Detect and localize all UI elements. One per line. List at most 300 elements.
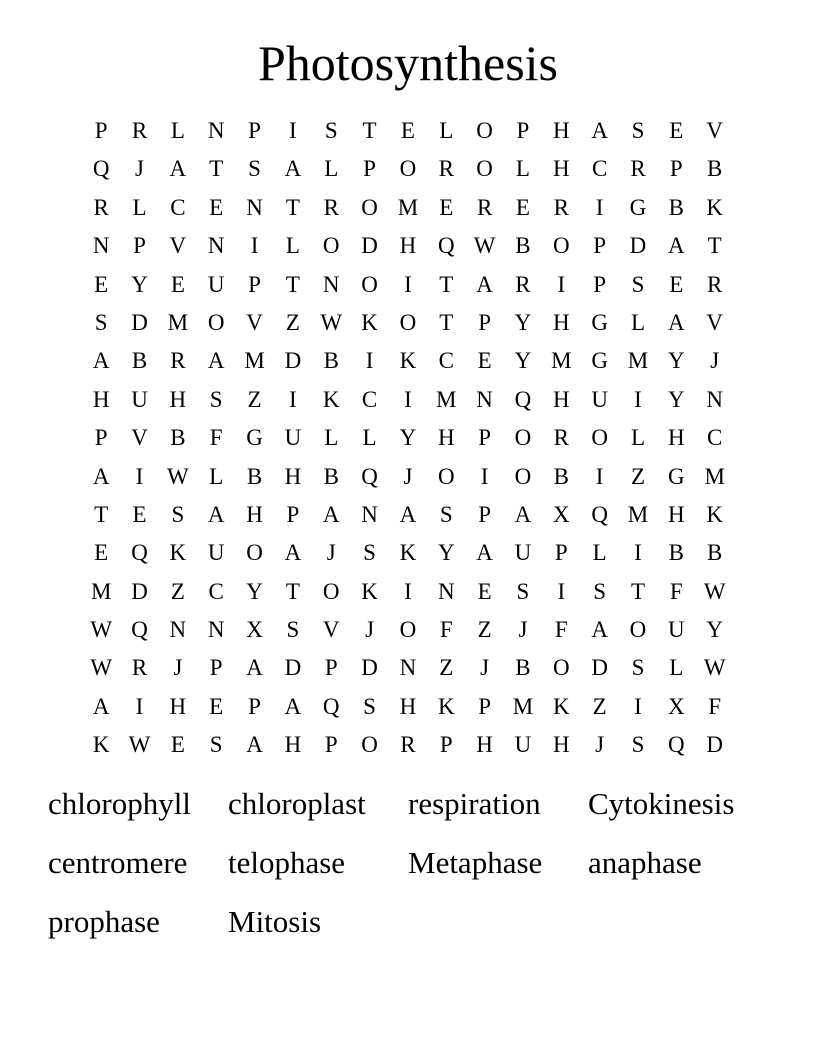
grid-letter: P xyxy=(593,233,607,259)
grid-letter: P xyxy=(593,271,607,297)
grid-letter: E xyxy=(209,194,224,220)
grid-letter: Y xyxy=(131,271,148,297)
grid-letter: B xyxy=(707,156,723,182)
grid-letter: L xyxy=(285,233,300,259)
grid-letter: I xyxy=(365,348,374,374)
grid-letter: K xyxy=(552,693,570,719)
grid-letter: T xyxy=(439,309,454,335)
grid-letter: T xyxy=(707,233,722,259)
grid-letter: H xyxy=(552,118,570,143)
grid-letter: O xyxy=(476,156,493,182)
grid-row xyxy=(82,189,734,227)
grid-letter: N xyxy=(207,617,225,643)
grid-letter: O xyxy=(322,578,340,604)
grid-letter: H xyxy=(668,501,685,527)
grid-letter: P xyxy=(94,118,108,143)
grid-letter: I xyxy=(557,271,566,297)
grid-letter: Q xyxy=(92,156,110,182)
grid-row xyxy=(82,419,734,457)
grid-letter: M xyxy=(627,501,649,527)
grid-letter: D xyxy=(361,233,378,259)
grid-letter: O xyxy=(514,463,532,489)
grid-letter: B xyxy=(515,233,531,259)
grid-letter: E xyxy=(170,271,185,297)
grid-letter: K xyxy=(169,540,187,566)
grid-letter: O xyxy=(322,233,340,259)
grid-letter: J xyxy=(480,655,490,681)
grid-letter: I xyxy=(480,463,489,489)
grid-letter: I xyxy=(404,386,412,412)
grid-letter: O xyxy=(591,425,608,451)
grid-letter: W xyxy=(90,617,113,643)
grid-letter: H xyxy=(169,386,187,412)
grid-letter: A xyxy=(476,271,493,297)
grid-letter: E xyxy=(669,271,684,297)
grid-letter: V xyxy=(169,233,187,259)
grid-letter: G xyxy=(591,309,608,335)
grid-letter: A xyxy=(207,348,225,374)
grid-letter: P xyxy=(133,233,146,259)
grid-letter: T xyxy=(285,194,300,220)
grid-letter: L xyxy=(132,194,147,220)
grid-row xyxy=(82,150,734,188)
grid-letter: G xyxy=(246,425,263,451)
grid-letter: H xyxy=(552,156,570,182)
grid-letter: M xyxy=(704,463,725,489)
grid-letter: Q xyxy=(131,617,148,643)
word-list-item: anaphase xyxy=(588,845,702,880)
grid-letter: S xyxy=(631,118,645,143)
grid-letter: A xyxy=(514,501,532,527)
grid-letter: K xyxy=(361,309,378,335)
grid-letter: P xyxy=(439,732,453,758)
grid-letter: A xyxy=(284,540,302,566)
grid-letter: F xyxy=(554,617,568,643)
grid-letter: H xyxy=(284,463,302,489)
grid-letter: W xyxy=(90,655,113,681)
grid-letter: M xyxy=(512,693,534,719)
grid-letter: Z xyxy=(170,578,185,604)
grid-row xyxy=(82,688,734,726)
grid-letter: M xyxy=(551,348,572,374)
grid-letter: H xyxy=(552,732,570,758)
grid-letter: H xyxy=(399,693,417,719)
grid-letter: Y xyxy=(668,348,685,374)
grid-letter: B xyxy=(515,655,531,681)
grid-letter: N xyxy=(476,386,493,412)
grid-letter: A xyxy=(246,732,263,758)
grid-letter: T xyxy=(94,501,109,527)
grid-row xyxy=(82,112,734,150)
grid-letter: B xyxy=(323,348,339,374)
word-list-row xyxy=(48,780,788,839)
grid-letter: M xyxy=(436,386,457,412)
grid-letter: I xyxy=(289,386,297,412)
grid-letter: W xyxy=(703,578,726,604)
grid-letter: L xyxy=(209,463,224,489)
grid-letter: B xyxy=(323,463,339,489)
grid-letter: F xyxy=(708,693,722,719)
grid-letter: A xyxy=(92,348,110,374)
grid-letter: F xyxy=(209,425,223,451)
grid-letter: A xyxy=(668,233,685,259)
grid-letter: R xyxy=(553,194,569,220)
grid-letter: A xyxy=(668,309,685,335)
grid-letter: Q xyxy=(514,386,532,412)
grid-letter: R xyxy=(170,348,186,374)
grid-letter: D xyxy=(284,655,302,681)
grid-letter: S xyxy=(248,156,261,182)
grid-letter: R xyxy=(553,425,569,451)
grid-letter: O xyxy=(476,118,493,143)
grid-letter: T xyxy=(209,156,224,182)
grid-row xyxy=(82,458,734,496)
word-list-item: chloroplast xyxy=(228,786,366,821)
grid-letter: N xyxy=(207,118,225,143)
grid-letter: U xyxy=(514,540,532,566)
grid-letter: L xyxy=(362,425,377,451)
grid-letter: P xyxy=(286,501,300,527)
grid-letter: D xyxy=(361,655,378,681)
grid-letter: M xyxy=(90,578,112,604)
grid-letter: E xyxy=(400,118,415,143)
grid-letter: B xyxy=(553,463,569,489)
grid-letter: N xyxy=(361,501,378,527)
grid-row xyxy=(82,266,734,304)
grid-letter: H xyxy=(246,501,263,527)
grid-letter: T xyxy=(439,271,454,297)
grid-row xyxy=(82,534,734,572)
grid-letter: A xyxy=(169,156,187,182)
grid-letter: V xyxy=(246,309,263,335)
grid-letter: W xyxy=(473,233,496,259)
grid-letter: V xyxy=(706,118,723,143)
grid-letter: U xyxy=(207,271,225,297)
grid-letter: A xyxy=(476,540,493,566)
grid-letter: Q xyxy=(131,540,148,566)
grid-letter: A xyxy=(591,118,608,143)
grid-letter: P xyxy=(669,156,683,182)
grid-letter: M xyxy=(244,348,265,374)
grid-letter: R xyxy=(131,655,148,681)
grid-letter: H xyxy=(552,386,570,412)
grid-letter: N xyxy=(437,578,455,604)
grid-letter: J xyxy=(518,617,528,643)
grid-letter: P xyxy=(209,655,223,681)
grid-letter: K xyxy=(361,578,378,604)
grid-letter: Q xyxy=(668,732,685,758)
grid-letter: P xyxy=(478,693,491,719)
grid-letter: Q xyxy=(437,233,455,259)
grid-letter: G xyxy=(629,194,647,220)
grid-letter: E xyxy=(439,194,454,220)
grid-letter: S xyxy=(363,540,376,566)
grid-letter: O xyxy=(629,617,647,643)
grid-letter: E xyxy=(94,271,109,297)
grid-letter: O xyxy=(399,156,417,182)
grid-letter: J xyxy=(173,655,183,681)
grid-letter: J xyxy=(326,540,336,566)
grid-letter: H xyxy=(437,425,455,451)
grid-letter: R xyxy=(438,156,454,182)
grid-letter: W xyxy=(703,655,726,681)
grid-letter: F xyxy=(669,578,683,604)
grid-letter: O xyxy=(552,655,570,681)
grid-letter: E xyxy=(477,348,492,374)
grid-letter: I xyxy=(135,693,144,719)
grid-letter: U xyxy=(514,732,532,758)
grid-letter: P xyxy=(248,693,261,719)
word-list-item: Cytokinesis xyxy=(588,786,735,821)
grid-letter: C xyxy=(208,578,224,604)
grid-letter: I xyxy=(135,463,144,489)
grid-letter: Y xyxy=(514,348,532,374)
grid-letter: I xyxy=(634,693,642,719)
grid-letter: O xyxy=(361,271,378,297)
grid-letter: E xyxy=(515,194,530,220)
grid-row xyxy=(82,227,734,265)
grid-letter: Y xyxy=(514,309,532,335)
grid-letter: S xyxy=(286,617,300,643)
grid-letter: P xyxy=(478,425,491,451)
grid-row xyxy=(82,342,734,380)
grid-letter: W xyxy=(128,732,151,758)
grid-letter: P xyxy=(363,156,376,182)
grid-letter: A xyxy=(207,501,225,527)
grid-letter: B xyxy=(170,425,186,451)
grid-letter: B xyxy=(246,463,263,489)
grid-letter: R xyxy=(476,194,493,220)
grid-letter: C xyxy=(170,194,186,220)
grid-letter: M xyxy=(167,309,189,335)
grid-letter: I xyxy=(404,578,412,604)
grid-letter: N xyxy=(92,233,110,259)
grid-letter: Y xyxy=(246,578,263,604)
grid-letter: C xyxy=(707,425,723,451)
grid-letter: S xyxy=(631,732,645,758)
grid-letter: P xyxy=(248,118,261,143)
grid-letter: R xyxy=(515,271,531,297)
grid-letter: M xyxy=(627,348,649,374)
grid-letter: I xyxy=(289,118,297,143)
grid-letter: I xyxy=(634,386,642,412)
grid-letter: Z xyxy=(285,309,300,335)
grid-letter: R xyxy=(630,156,646,182)
grid-letter: S xyxy=(516,578,530,604)
grid-letter: P xyxy=(248,271,261,297)
grid-letter: H xyxy=(92,386,110,412)
grid-letter: Q xyxy=(322,693,340,719)
grid-letter: J xyxy=(403,463,413,489)
grid-letter: H xyxy=(169,693,187,719)
grid-letter: T xyxy=(362,118,377,143)
word-list-item: prophase xyxy=(48,904,160,939)
grid-letter: U xyxy=(591,386,608,412)
grid-letter: E xyxy=(94,540,109,566)
grid-letter: K xyxy=(706,194,723,220)
grid-letter: B xyxy=(131,348,148,374)
word-list-item: Mitosis xyxy=(228,904,322,939)
grid-letter: O xyxy=(437,463,455,489)
grid-letter: L xyxy=(630,309,646,335)
grid-letter: E xyxy=(170,732,185,758)
word-list-item: centromere xyxy=(48,845,188,880)
grid-letter: P xyxy=(478,501,491,527)
grid-letter: I xyxy=(250,233,259,259)
grid-letter: S xyxy=(631,271,645,297)
grid-letter: K xyxy=(322,386,340,412)
grid-row xyxy=(82,649,734,687)
grid-letter: T xyxy=(285,271,300,297)
grid-letter: S xyxy=(171,501,185,527)
grid-letter: A xyxy=(284,693,302,719)
grid-letter: O xyxy=(246,540,263,566)
grid-letter: O xyxy=(514,425,532,451)
grid-letter: I xyxy=(634,540,642,566)
grid-letter: L xyxy=(170,118,185,143)
grid-letter: J xyxy=(595,732,605,758)
grid-letter: L xyxy=(515,156,530,182)
grid-letter: S xyxy=(209,732,223,758)
grid-letter: D xyxy=(591,655,608,681)
grid-letter: W xyxy=(320,309,343,335)
grid-letter: G xyxy=(591,348,608,374)
grid-letter: O xyxy=(552,233,570,259)
grid-letter: L xyxy=(439,118,454,143)
grid-letter: R xyxy=(93,194,109,220)
grid-letter: C xyxy=(438,348,454,374)
grid-letter: S xyxy=(324,118,338,143)
grid-letter: Y xyxy=(668,386,685,412)
grid-letter: K xyxy=(92,732,110,758)
grid-letter: S xyxy=(363,693,376,719)
grid-letter: C xyxy=(591,156,608,182)
grid-letter: I xyxy=(557,578,566,604)
grid-letter: B xyxy=(668,540,684,566)
grid-letter: B xyxy=(668,194,684,220)
grid-letter: Y xyxy=(399,425,417,451)
grid-letter: H xyxy=(476,732,493,758)
word-list-item: chlorophyll xyxy=(48,786,191,821)
grid-letter: U xyxy=(668,617,685,643)
grid-letter: H xyxy=(284,732,302,758)
letter-grid xyxy=(82,112,734,765)
grid-letter: D xyxy=(706,732,723,758)
word-list xyxy=(48,780,788,957)
word-list-item: Metaphase xyxy=(408,845,543,880)
grid-letter: S xyxy=(593,578,607,604)
grid-letter: A xyxy=(284,156,302,182)
grid-letter: S xyxy=(439,501,453,527)
grid-letter: Z xyxy=(477,617,492,643)
grid-letter: R xyxy=(707,271,723,297)
grid-letter: K xyxy=(706,501,723,527)
grid-letter: B xyxy=(707,540,723,566)
grid-letter: P xyxy=(324,655,338,681)
grid-letter: R xyxy=(400,732,416,758)
grid-letter: E xyxy=(209,693,224,719)
grid-letter: O xyxy=(361,732,378,758)
grid-letter: X xyxy=(246,617,263,643)
grid-letter: N xyxy=(706,386,723,412)
grid-letter: D xyxy=(131,309,148,335)
grid-letter: Y xyxy=(437,540,455,566)
grid-letter: E xyxy=(669,118,684,143)
page-title: Photosynthesis xyxy=(257,35,559,91)
grid-letter: H xyxy=(668,425,685,451)
grid-letter: F xyxy=(439,617,453,643)
grid-letter: S xyxy=(631,655,645,681)
grid-letter: L xyxy=(324,425,339,451)
grid-letter: K xyxy=(437,693,455,719)
grid-letter: P xyxy=(94,425,108,451)
grid-letter: U xyxy=(131,386,148,412)
grid-letter: G xyxy=(668,463,685,489)
grid-letter: D xyxy=(629,233,647,259)
grid-letter: A xyxy=(399,501,417,527)
grid-letter: J xyxy=(135,156,144,182)
grid-letter: O xyxy=(207,309,225,335)
grid-letter: V xyxy=(322,617,340,643)
grid-letter: O xyxy=(361,194,378,220)
grid-letter: C xyxy=(361,386,378,412)
grid-letter: N xyxy=(169,617,187,643)
grid-letter: J xyxy=(710,348,720,374)
grid-letter: S xyxy=(209,386,223,412)
grid-letter: S xyxy=(94,309,108,335)
grid-row xyxy=(82,726,734,764)
grid-row xyxy=(82,573,734,611)
grid-letter: L xyxy=(324,156,339,182)
grid-letter: K xyxy=(399,348,417,374)
grid-letter: A xyxy=(92,463,110,489)
grid-letter: U xyxy=(284,425,302,451)
grid-letter: T xyxy=(630,578,646,604)
grid-letter: D xyxy=(284,348,302,374)
grid-letter: O xyxy=(399,309,417,335)
grid-letter: N xyxy=(246,194,263,220)
grid-letter: D xyxy=(131,578,148,604)
grid-letter: Q xyxy=(591,501,608,527)
grid-letter: Z xyxy=(592,693,607,719)
grid-letter: P xyxy=(516,118,530,143)
word-list-row xyxy=(48,898,788,957)
grid-letter: Q xyxy=(361,463,378,489)
grid-letter: U xyxy=(207,540,225,566)
grid-letter: A xyxy=(322,501,340,527)
grid-letter: L xyxy=(669,655,684,681)
grid-letter: I xyxy=(595,194,604,220)
grid-letter: L xyxy=(630,425,646,451)
grid-letter: A xyxy=(92,693,110,719)
grid-row xyxy=(82,304,734,342)
word-list-row xyxy=(48,839,788,898)
grid-letter: H xyxy=(552,309,570,335)
grid-letter: J xyxy=(365,617,375,643)
grid-letter: P xyxy=(324,732,338,758)
grid-row xyxy=(82,381,734,419)
grid-letter: N xyxy=(399,655,417,681)
grid-letter: T xyxy=(285,578,300,604)
grid-letter: V xyxy=(706,309,723,335)
grid-letter: N xyxy=(207,233,225,259)
grid-letter: Y xyxy=(706,617,723,643)
grid-row xyxy=(82,611,734,649)
grid-letter: P xyxy=(554,540,568,566)
grid-letter: O xyxy=(399,617,417,643)
grid-letter: Z xyxy=(247,386,262,412)
grid-letter: N xyxy=(322,271,340,297)
